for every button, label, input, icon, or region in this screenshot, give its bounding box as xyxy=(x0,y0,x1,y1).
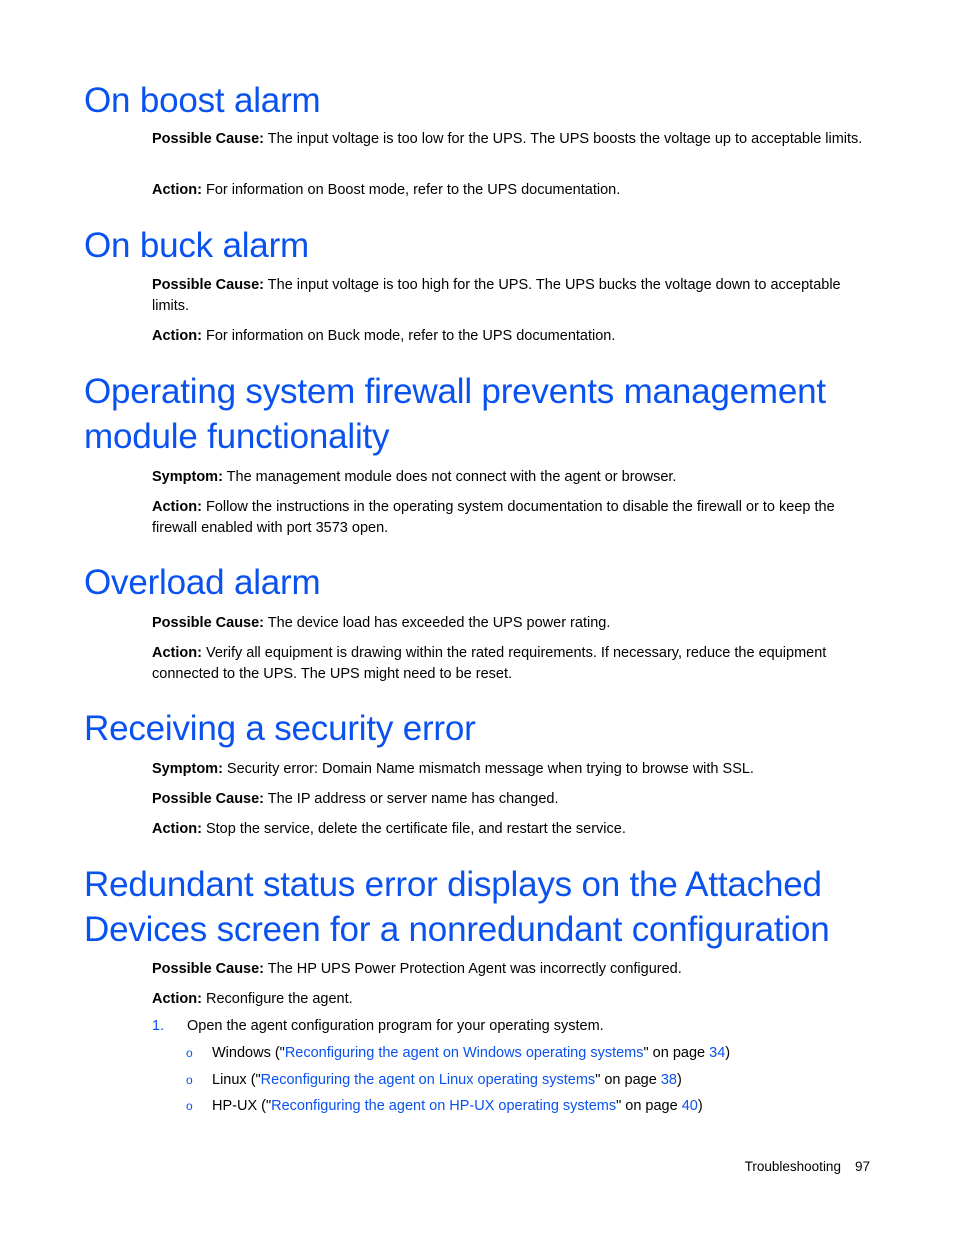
footer-section: Troubleshooting xyxy=(744,1159,841,1174)
paragraph xyxy=(152,959,868,980)
link-linux-config[interactable]: Reconfiguring the agent on Linux operating systems xyxy=(260,1072,596,1088)
item-prefix: HP-UX (" xyxy=(212,1098,272,1114)
heading-firewall-line1: Operating system firewall prevents management xyxy=(84,372,826,411)
page-link[interactable]: 38 xyxy=(660,1072,677,1088)
label: Possible Cause: xyxy=(152,615,265,631)
item-suffix: ) xyxy=(725,1045,731,1061)
paragraph-text: The HP UPS Power Protection Agent was incorrectly configured. xyxy=(264,961,682,977)
page-footer xyxy=(745,1158,870,1176)
paragraph-text: Verify all equipment is drawing within the rated requirements. If necessary, reduce the equipment connected to the UPS. The UPS might need to be reset. xyxy=(152,645,827,682)
paragraph xyxy=(152,326,868,347)
label: Action: xyxy=(152,328,202,344)
heading-firewall-line2: module functionality xyxy=(84,417,390,456)
paragraph-text: Security error: Domain Name mismatch message when trying to browse with SSL. xyxy=(222,761,754,777)
paragraph xyxy=(152,275,868,316)
label: Symptom: xyxy=(152,469,223,485)
link-hpux-config[interactable]: Reconfiguring the agent on HP-UX operating systems xyxy=(271,1098,617,1114)
paragraph-text: Stop the service, delete the certificate file, and restart the service. xyxy=(201,821,626,837)
link-windows-config[interactable]: Reconfiguring the agent on Windows operating systems xyxy=(284,1045,644,1061)
step-number: 1. xyxy=(152,1018,165,1034)
label: Possible Cause: xyxy=(152,961,265,977)
bullet-icon: o xyxy=(186,1046,193,1060)
paragraph xyxy=(152,180,868,201)
heading-overload-alarm: Overload alarm xyxy=(84,563,321,602)
heading-on-boost-alarm: On boost alarm xyxy=(84,81,321,120)
bullet-icon: o xyxy=(186,1099,193,1113)
paragraph-text: The input voltage is too high for the UPS. The UPS bucks the voltage down to acceptable limits. xyxy=(152,277,841,314)
heading-redundant-line1: Redundant status error displays on the Attached xyxy=(84,865,822,904)
page-link[interactable]: 34 xyxy=(709,1045,726,1061)
bullet-icon: o xyxy=(186,1073,193,1087)
label: Symptom: xyxy=(152,761,223,777)
page-number: 97 xyxy=(854,1159,870,1174)
paragraph-text: The IP address or server name has changed. xyxy=(264,791,559,807)
paragraph-text: The device load has exceeded the UPS power rating. xyxy=(264,615,611,631)
paragraph-text: For information on Boost mode, refer to the UPS documentation. xyxy=(201,182,621,198)
label: Action: xyxy=(152,182,202,198)
paragraph xyxy=(152,467,868,488)
paragraph-text: For information on Buck mode, refer to the UPS documentation. xyxy=(201,328,616,344)
item-prefix: Linux (" xyxy=(212,1072,261,1088)
paragraph-text: Follow the instructions in the operating system documentation to disable the firewall or to keep the firewall enabled with port 3573 open. xyxy=(152,499,835,536)
paragraph xyxy=(152,789,868,810)
paragraph-text: The management module does not connect with the agent or browser. xyxy=(222,469,677,485)
item-mid: " on page xyxy=(595,1072,661,1088)
label: Action: xyxy=(152,645,202,661)
item-suffix: ) xyxy=(676,1072,682,1088)
item-prefix: Windows (" xyxy=(212,1045,285,1061)
item-suffix: ) xyxy=(697,1098,703,1114)
step-text: Open the agent configuration program for your operating system. xyxy=(187,1018,604,1034)
paragraph-text: Reconfigure the agent. xyxy=(201,991,353,1007)
paragraph xyxy=(152,819,868,840)
heading-redundant-line2: Devices screen for a nonredundant configuration xyxy=(84,910,830,949)
item-mid: " on page xyxy=(616,1098,682,1114)
page-link[interactable]: 40 xyxy=(681,1098,698,1114)
label: Possible Cause: xyxy=(152,277,265,293)
paragraph-text: The input voltage is too low for the UPS. The UPS boosts the voltage up to acceptable limits. xyxy=(264,131,863,147)
paragraph xyxy=(152,643,868,684)
paragraph xyxy=(152,989,868,1010)
label: Action: xyxy=(152,991,202,1007)
label: Action: xyxy=(152,821,202,837)
paragraph xyxy=(152,497,868,538)
paragraph xyxy=(152,129,868,150)
label: Possible Cause: xyxy=(152,131,265,147)
item-mid: " on page xyxy=(643,1045,710,1061)
paragraph xyxy=(152,759,868,780)
label: Possible Cause: xyxy=(152,791,265,807)
heading-security-error: Receiving a security error xyxy=(84,709,476,748)
paragraph xyxy=(152,613,868,634)
label: Action: xyxy=(152,499,202,515)
heading-on-buck-alarm: On buck alarm xyxy=(84,226,309,265)
